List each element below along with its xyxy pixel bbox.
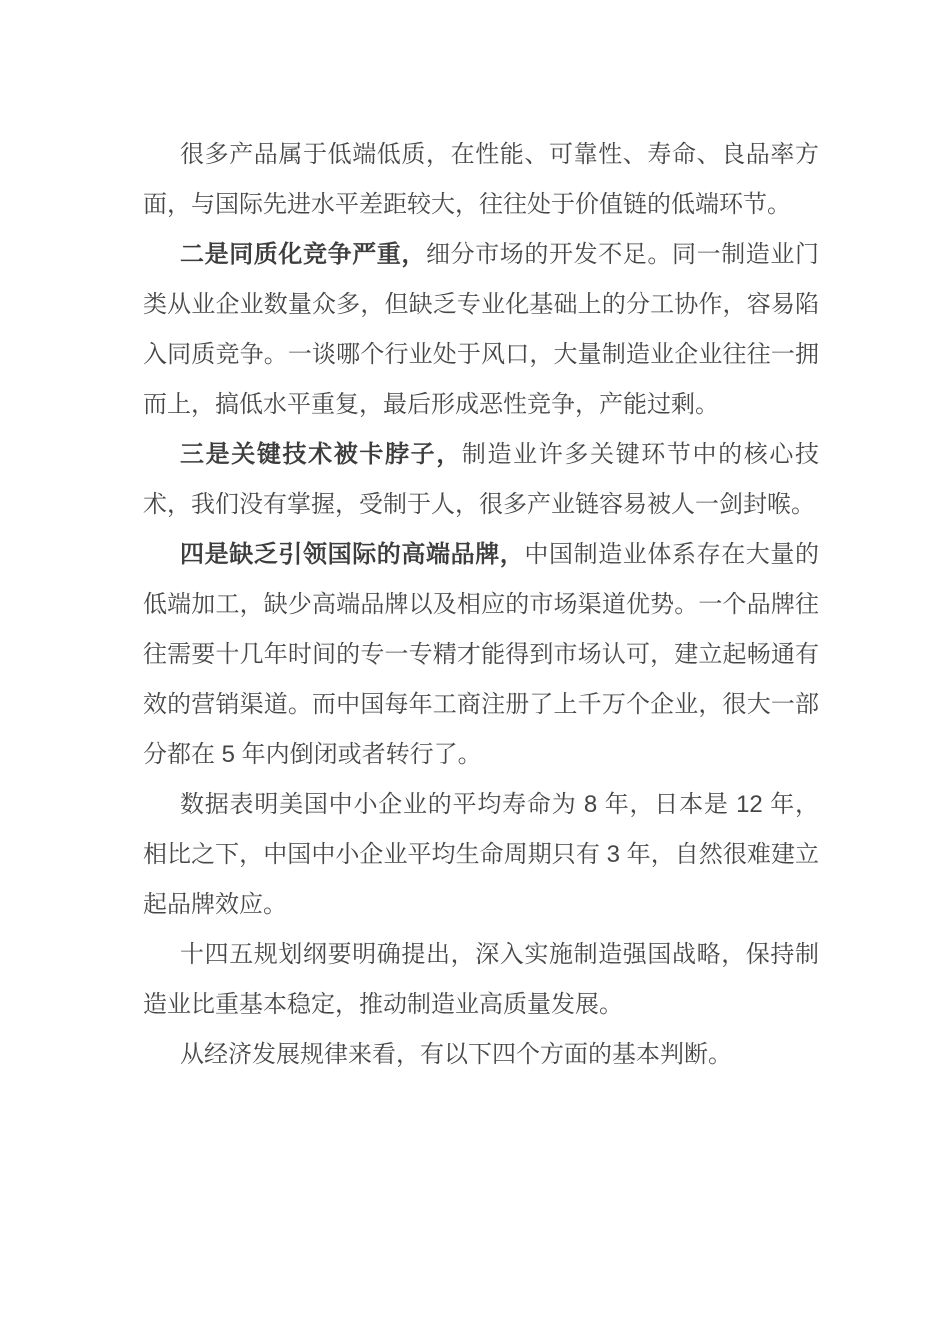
paragraph-text: 数据表明美国中小企业的平均寿命为 8 年，日本是 12 年，相比之下，中国中小企业平均生命周期只有 3 年，自然很难建立起品牌效应。	[143, 791, 819, 918]
paragraph-key-technology	[143, 430, 819, 530]
paragraph-text: 十四五规划纲要明确提出，深入实施制造强国战略，保持制造业比重基本稳定，推动制造业高质量发展。	[143, 941, 819, 1018]
paragraph-bold-lead: 二是同质化竞争严重，	[180, 241, 426, 268]
paragraph-text: 很多产品属于低端低质，在性能、可靠性、寿命、良品率方面，与国际先进水平差距较大，往往处于价值链的低端环节。	[143, 141, 819, 218]
paragraph-economic-judgment	[143, 1030, 819, 1080]
paragraph-high-end-brands	[143, 530, 819, 780]
paragraph-bold-lead: 三是关键技术被卡脖子，	[180, 441, 462, 468]
paragraph-low-end-products	[143, 130, 819, 230]
paragraph-bold-lead: 四是缺乏引领国际的高端品牌，	[180, 541, 525, 568]
paragraph-text: 从经济发展规律来看，有以下四个方面的基本判断。	[180, 1041, 732, 1068]
paragraph-14th-five-year-plan	[143, 930, 819, 1030]
paragraph-text: 中国制造业体系存在大量的低端加工，缺少高端品牌以及相应的市场渠道优势。一个品牌往往需要十几年时间的专一专精才能得到市场认可，建立起畅通有效的营销渠道。而中国每年工商注册了上千万个企业，很大一部分都在 5 年内倒闭或者转行了。	[143, 541, 820, 768]
paragraph-enterprise-lifespan	[143, 780, 819, 930]
document-page	[143, 130, 819, 1080]
paragraph-text: 制造业许多关键环节中的核心技术，我们没有掌握，受制于人，很多产业链容易被人一剑封喉。	[143, 441, 819, 518]
paragraph-homogeneous-competition	[143, 230, 819, 430]
paragraph-text: 细分市场的开发不足。同一制造业门类从业企业数量众多，但缺乏专业化基础上的分工协作，容易陷入同质竞争。一谈哪个行业处于风口，大量制造业企业往往一拥而上，搞低水平重复，最后形成恶性竞争，产能过剩。	[143, 241, 819, 418]
